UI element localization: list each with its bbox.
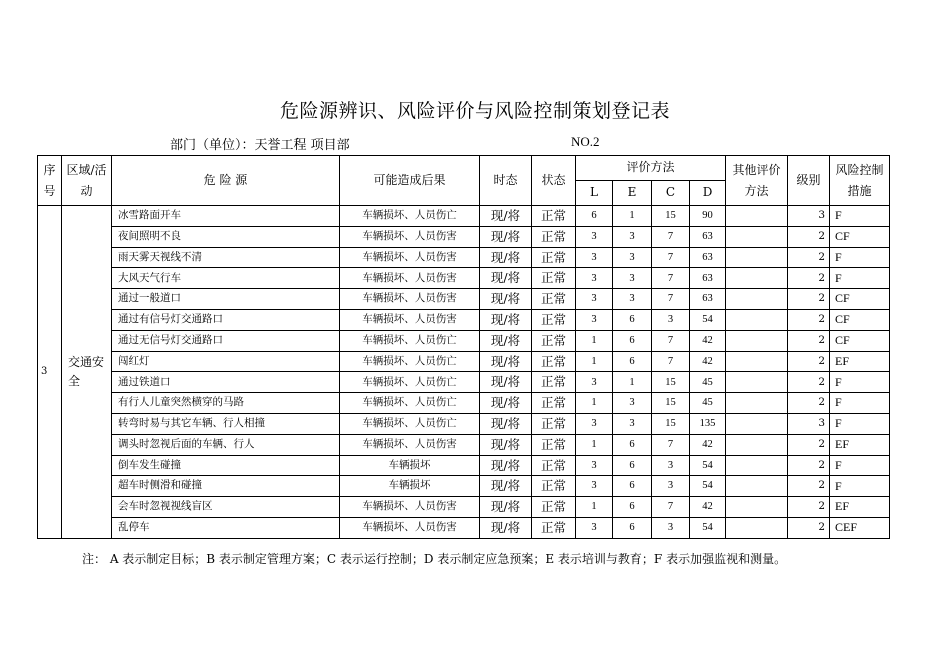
hazard-cell: 通过一般道口 — [112, 289, 340, 310]
state-cell: 正常 — [532, 497, 576, 518]
grade-cell: 2 — [788, 393, 830, 414]
l-value-cell: 3 — [576, 309, 613, 330]
consequence-cell: 车辆损坏 — [340, 455, 480, 476]
period-cell: 现/将 — [480, 372, 532, 393]
state-cell: 正常 — [532, 517, 576, 538]
table-header — [38, 156, 890, 206]
control-measure-cell: F — [830, 206, 890, 227]
table-body — [38, 206, 890, 539]
table-row — [38, 351, 890, 372]
table-row — [38, 247, 890, 268]
control-measure-cell: EF — [830, 351, 890, 372]
state-cell: 正常 — [532, 309, 576, 330]
d-value-cell: 45 — [690, 372, 726, 393]
c-value-cell: 7 — [652, 330, 690, 351]
other-method-cell — [726, 497, 788, 518]
l-value-cell: 1 — [576, 351, 613, 372]
other-method-cell — [726, 372, 788, 393]
state-cell: 正常 — [532, 206, 576, 227]
table-row — [38, 413, 890, 434]
d-value-cell: 63 — [690, 289, 726, 310]
header-state: 状态 — [532, 156, 576, 206]
d-value-cell: 42 — [690, 351, 726, 372]
e-value-cell: 6 — [613, 517, 652, 538]
hazard-cell: 有行人儿童突然横穿的马路 — [112, 393, 340, 414]
c-value-cell: 15 — [652, 206, 690, 227]
state-cell: 正常 — [532, 393, 576, 414]
header-grade: 级别 — [788, 156, 830, 206]
period-cell: 现/将 — [480, 289, 532, 310]
l-value-cell: 6 — [576, 206, 613, 227]
other-method-cell — [726, 330, 788, 351]
control-measure-cell: F — [830, 413, 890, 434]
consequence-cell: 车辆损坏、人员伤害 — [340, 289, 480, 310]
other-method-cell — [726, 226, 788, 247]
other-method-cell — [726, 309, 788, 330]
l-value-cell: 1 — [576, 330, 613, 351]
table-row — [38, 372, 890, 393]
c-value-cell: 7 — [652, 247, 690, 268]
c-value-cell: 7 — [652, 289, 690, 310]
d-value-cell: 90 — [690, 206, 726, 227]
grade-cell: 2 — [788, 497, 830, 518]
hazard-cell: 夜间照明不良 — [112, 226, 340, 247]
d-value-cell: 54 — [690, 476, 726, 497]
state-cell: 正常 — [532, 434, 576, 455]
consequence-cell: 车辆损坏、人员伤害 — [340, 497, 480, 518]
other-method-cell — [726, 351, 788, 372]
l-value-cell: 3 — [576, 226, 613, 247]
other-method-cell — [726, 247, 788, 268]
table-row — [38, 434, 890, 455]
control-measure-cell: CF — [830, 226, 890, 247]
control-measure-cell: CF — [830, 309, 890, 330]
header-control: 风险控制措施 — [830, 156, 890, 206]
e-value-cell: 3 — [613, 247, 652, 268]
e-value-cell: 6 — [613, 351, 652, 372]
grade-cell: 3 — [788, 413, 830, 434]
c-value-cell: 15 — [652, 413, 690, 434]
hazard-cell: 倒车发生碰撞 — [112, 455, 340, 476]
period-cell: 现/将 — [480, 247, 532, 268]
e-value-cell: 6 — [613, 497, 652, 518]
header-other-method: 其他评价方法 — [726, 156, 788, 206]
c-value-cell: 7 — [652, 497, 690, 518]
state-cell: 正常 — [532, 247, 576, 268]
state-cell: 正常 — [532, 351, 576, 372]
consequence-cell: 车辆损坏、人员伤害 — [340, 268, 480, 289]
document-number: NO.2 — [571, 134, 600, 149]
consequence-cell: 车辆损坏、人员伤亡 — [340, 351, 480, 372]
d-value-cell: 135 — [690, 413, 726, 434]
other-method-cell — [726, 455, 788, 476]
other-method-cell — [726, 413, 788, 434]
table-row — [38, 393, 890, 414]
c-value-cell: 15 — [652, 372, 690, 393]
e-value-cell: 6 — [613, 434, 652, 455]
hazard-cell: 转弯时易与其它车辆、行人相撞 — [112, 413, 340, 434]
l-value-cell: 1 — [576, 434, 613, 455]
period-cell: 现/将 — [480, 413, 532, 434]
l-value-cell: 3 — [576, 268, 613, 289]
consequence-cell: 车辆损坏、人员伤害 — [340, 434, 480, 455]
d-value-cell: 42 — [690, 497, 726, 518]
period-cell: 现/将 — [480, 206, 532, 227]
group-seq-cell: 3 — [38, 206, 62, 539]
period-cell: 现/将 — [480, 455, 532, 476]
consequence-cell: 车辆损坏、人员伤害 — [340, 247, 480, 268]
l-value-cell: 1 — [576, 497, 613, 518]
table-row — [38, 455, 890, 476]
hazard-cell: 闯红灯 — [112, 351, 340, 372]
d-value-cell: 63 — [690, 247, 726, 268]
l-value-cell: 3 — [576, 455, 613, 476]
table-row — [38, 476, 890, 497]
l-value-cell: 3 — [576, 413, 613, 434]
other-method-cell — [726, 434, 788, 455]
d-value-cell: 54 — [690, 309, 726, 330]
hazard-cell: 会车时忽视视线盲区 — [112, 497, 340, 518]
c-value-cell: 3 — [652, 455, 690, 476]
hazard-cell: 大风天气行车 — [112, 268, 340, 289]
c-value-cell: 3 — [652, 517, 690, 538]
table-row — [38, 517, 890, 538]
e-value-cell: 3 — [613, 226, 652, 247]
footnote: 注： A 表示制定目标；B 表示制定管理方案；C 表示运行控制；D 表示制定应急预案；E 表示培训与教育；F 表示加强监视和测量。 — [82, 552, 787, 566]
consequence-cell: 车辆损坏、人员伤害 — [340, 309, 480, 330]
d-value-cell: 63 — [690, 268, 726, 289]
control-measure-cell: EF — [830, 497, 890, 518]
state-cell: 正常 — [532, 226, 576, 247]
consequence-cell: 车辆损坏、人员伤亡 — [340, 206, 480, 227]
state-cell: 正常 — [532, 268, 576, 289]
table-row — [38, 497, 890, 518]
period-cell: 现/将 — [480, 309, 532, 330]
period-cell: 现/将 — [480, 351, 532, 372]
other-method-cell — [726, 393, 788, 414]
hazard-cell: 通过铁道口 — [112, 372, 340, 393]
table-row — [38, 268, 890, 289]
other-method-cell — [726, 268, 788, 289]
e-value-cell: 6 — [613, 309, 652, 330]
d-value-cell: 42 — [690, 434, 726, 455]
c-value-cell: 3 — [652, 476, 690, 497]
grade-cell: 2 — [788, 455, 830, 476]
table-row — [38, 309, 890, 330]
e-value-cell: 3 — [613, 393, 652, 414]
header-L: L — [576, 181, 613, 206]
hazard-cell: 雨天雾天视线不清 — [112, 247, 340, 268]
header-area: 区域/活动 — [62, 156, 112, 206]
e-value-cell: 3 — [613, 413, 652, 434]
period-cell: 现/将 — [480, 268, 532, 289]
d-value-cell: 45 — [690, 393, 726, 414]
grade-cell: 3 — [788, 206, 830, 227]
l-value-cell: 3 — [576, 247, 613, 268]
state-cell: 正常 — [532, 455, 576, 476]
state-cell: 正常 — [532, 330, 576, 351]
consequence-cell: 车辆损坏、人员伤亡 — [340, 413, 480, 434]
l-value-cell: 3 — [576, 476, 613, 497]
consequence-cell: 车辆损坏、人员伤害 — [340, 226, 480, 247]
consequence-cell: 车辆损坏、人员伤害 — [340, 517, 480, 538]
control-measure-cell: CF — [830, 330, 890, 351]
header-E: E — [613, 181, 652, 206]
header-hazard: 危 险 源 — [112, 156, 340, 206]
table-row — [38, 206, 890, 227]
consequence-cell: 车辆损坏、人员伤亡 — [340, 393, 480, 414]
control-measure-cell: F — [830, 476, 890, 497]
period-cell: 现/将 — [480, 330, 532, 351]
other-method-cell — [726, 476, 788, 497]
grade-cell: 2 — [788, 476, 830, 497]
l-value-cell: 3 — [576, 517, 613, 538]
c-value-cell: 3 — [652, 309, 690, 330]
control-measure-cell: F — [830, 268, 890, 289]
grade-cell: 2 — [788, 289, 830, 310]
header-C: C — [652, 181, 690, 206]
d-value-cell: 54 — [690, 455, 726, 476]
grade-cell: 2 — [788, 330, 830, 351]
header-eval-method: 评价方法 — [576, 156, 726, 181]
control-measure-cell: F — [830, 372, 890, 393]
state-cell: 正常 — [532, 372, 576, 393]
consequence-cell: 车辆损坏、人员伤亡 — [340, 372, 480, 393]
other-method-cell — [726, 206, 788, 227]
period-cell: 现/将 — [480, 434, 532, 455]
l-value-cell: 3 — [576, 289, 613, 310]
e-value-cell: 6 — [613, 330, 652, 351]
control-measure-cell: F — [830, 455, 890, 476]
hazard-cell: 乱停车 — [112, 517, 340, 538]
d-value-cell: 42 — [690, 330, 726, 351]
state-cell: 正常 — [532, 476, 576, 497]
e-value-cell: 3 — [613, 268, 652, 289]
l-value-cell: 3 — [576, 372, 613, 393]
state-cell: 正常 — [532, 289, 576, 310]
c-value-cell: 7 — [652, 268, 690, 289]
grade-cell: 2 — [788, 372, 830, 393]
grade-cell: 2 — [788, 268, 830, 289]
e-value-cell: 1 — [613, 206, 652, 227]
grade-cell: 2 — [788, 434, 830, 455]
e-value-cell: 6 — [613, 476, 652, 497]
l-value-cell: 1 — [576, 393, 613, 414]
e-value-cell: 3 — [613, 289, 652, 310]
grade-cell: 2 — [788, 226, 830, 247]
period-cell: 现/将 — [480, 517, 532, 538]
c-value-cell: 7 — [652, 351, 690, 372]
d-value-cell: 63 — [690, 226, 726, 247]
table-row — [38, 289, 890, 310]
d-value-cell: 54 — [690, 517, 726, 538]
period-cell: 现/将 — [480, 393, 532, 414]
hazard-cell: 调头时忽视后面的车辆、行人 — [112, 434, 340, 455]
hazard-cell: 冰雪路面开车 — [112, 206, 340, 227]
department-line: 部门（单位）：天誉工程 项目部 — [170, 138, 350, 153]
control-measure-cell: CF — [830, 289, 890, 310]
control-measure-cell: EF — [830, 434, 890, 455]
group-area-cell: 交通安全 — [62, 206, 112, 539]
hazard-register-table — [37, 155, 890, 539]
e-value-cell: 6 — [613, 455, 652, 476]
consequence-cell: 车辆损坏 — [340, 476, 480, 497]
c-value-cell: 15 — [652, 393, 690, 414]
grade-cell: 2 — [788, 351, 830, 372]
header-period: 时态 — [480, 156, 532, 206]
header-seq: 序号 — [38, 156, 62, 206]
period-cell: 现/将 — [480, 497, 532, 518]
period-cell: 现/将 — [480, 226, 532, 247]
consequence-cell: 车辆损坏、人员伤亡 — [340, 330, 480, 351]
hazard-cell: 通过无信号灯交通路口 — [112, 330, 340, 351]
grade-cell: 2 — [788, 309, 830, 330]
document-title: 危险源辨识、风险评价与风险控制策划登记表 — [279, 100, 670, 122]
control-measure-cell: CEF — [830, 517, 890, 538]
hazard-cell: 通过有信号灯交通路口 — [112, 309, 340, 330]
other-method-cell — [726, 517, 788, 538]
hazard-cell: 超车时侧滑和碰撞 — [112, 476, 340, 497]
table-row — [38, 330, 890, 351]
header-consequence: 可能造成后果 — [340, 156, 480, 206]
other-method-cell — [726, 289, 788, 310]
grade-cell: 2 — [788, 517, 830, 538]
e-value-cell: 1 — [613, 372, 652, 393]
period-cell: 现/将 — [480, 476, 532, 497]
control-measure-cell: F — [830, 393, 890, 414]
state-cell: 正常 — [532, 413, 576, 434]
c-value-cell: 7 — [652, 434, 690, 455]
header-D: D — [690, 181, 726, 206]
grade-cell: 2 — [788, 247, 830, 268]
table-row — [38, 226, 890, 247]
c-value-cell: 7 — [652, 226, 690, 247]
control-measure-cell: F — [830, 247, 890, 268]
